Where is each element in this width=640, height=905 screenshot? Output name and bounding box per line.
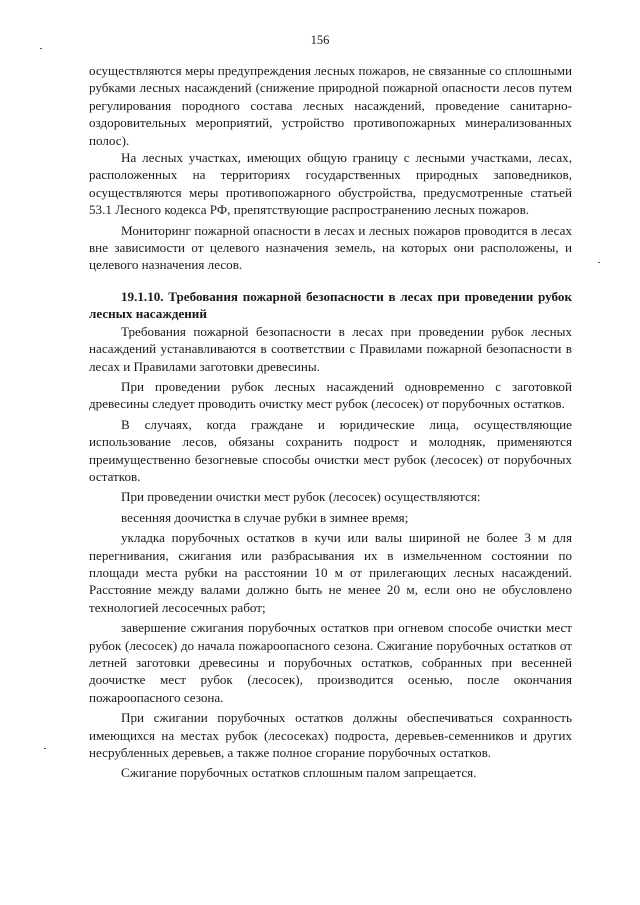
paragraph: При проведении очистки мест рубок (лесосек) осуществляются: [121,489,481,505]
scan-speck [598,262,600,263]
list-item: укладка порубочных остатков в кучи или валы шириной не более 3 м для перегнивания, сжигания или разбрасывания их в измельченном состоянии по площади места рубки на расстоянии 10 м от прилегающих лесных насаждений. Расстояние между валами должно быть не менее 20 м, если оно не обусловлено технологией лесосечных работ; [89,530,572,615]
paragraph: При сжигании порубочных остатков должны обеспечиваться сохранность имеющихся на местах рубок (лесосеках) подроста, деревьев-семенников и других несрубленных деревьев, а также полное сгорание порубочных остатков. [89,710,572,761]
paragraph: При проведении рубок лесных насаждений одновременно с заготовкой древесины следует проводить очистку мест рубок (лесосек) от порубочных остатков. [89,378,572,412]
scan-speck [44,748,46,749]
paragraph: Мониторинг пожарной опасности в лесах и лесных пожаров проводится в лесах вне зависимости от целевого назначения земель, на которых они расположены, и целевого назначения лесов. [89,222,572,273]
paragraph: В случаях, когда граждане и юридические лица, осуществляющие использование лесов, обязаны сохранить подрост и молодняк, применяются преимущественно безогневые способы очистки мест рубок (лесосек) от порубочных остатков. [89,416,572,484]
paragraph: Сжигание порубочных остатков сплошным палом запрещается. [121,765,477,781]
paragraph: На лесных участках, имеющих общую границу с лесными участками, лесах, расположенных на территориях государственных природных заповедников, осуществляются меры противопожарного обустройства, предусмотренные статьей 53.1 Лесного кодекса РФ, препятствующие распространению лесных пожаров. [89,150,572,218]
list-item: весенняя доочистка в случае рубки в зимнее время; [121,509,409,525]
paragraph: Требования пожарной безопасности в лесах при проведении рубок лесных насаждений устанавливаются в соответствии с Правилами пожарной безопасности в лесах и Правилами заготовки древесины. [89,323,572,374]
page-body [89,62,572,782]
paragraph-continuation: осуществляются меры предупреждения лесных пожаров, не связанные со сплошными рубками лесных насаждений (снижение природной пожарной опасности лесов путем регулирования породного состава лесных насаждений, проведение санитарно-оздоровительных мероприятий, устройство противопожарных минерализованных полос). [89,63,572,148]
page-number: 156 [310,33,330,47]
list-item: завершение сжигания порубочных остатков при огневом способе очистки мест рубок (лесосек) до начала пожароопасного сезона. Сжигание порубочных остатков от летней заготовки древесины и порубочных остатков, собранных при весенней доочистке мест рубок (лесосек), производится осенью, после окончания пожароопасного сезона. [89,620,572,705]
section-heading: 19.1.10. Требования пожарной безопасности в лесах при проведении рубок лесных насаждений [89,288,572,322]
scan-speck [40,48,42,49]
